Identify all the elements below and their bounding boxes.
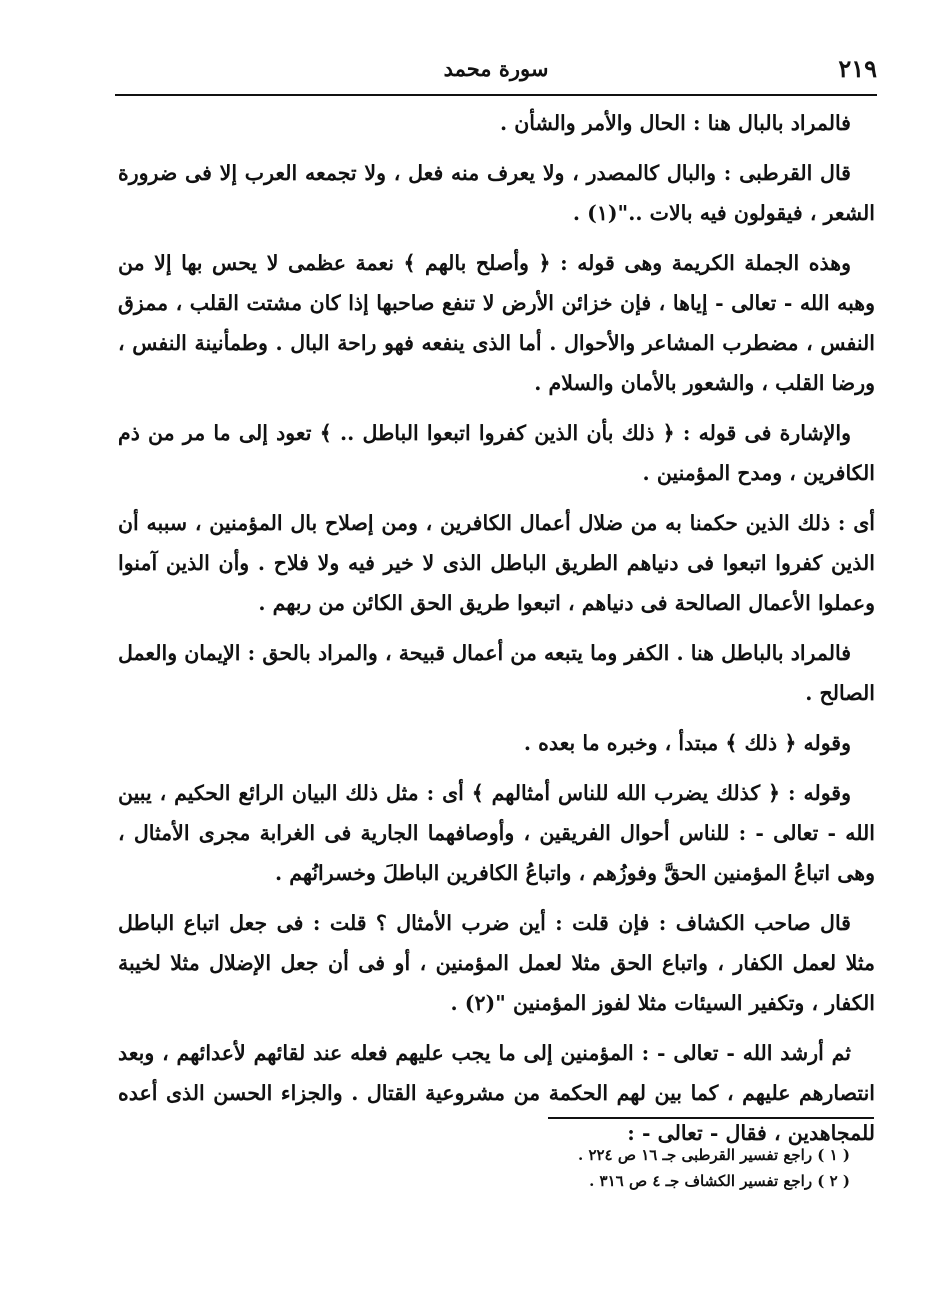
paragraph: فالمراد بالبال هنا : الحال والأمر والشأن . — [499, 111, 851, 135]
paragraph: والإشارة فى قوله : ﴿ ذلك بأن الذين كفروا اتبعوا الباطل .. ﴾ تعود إلى ما مر من ذم الكافرين ، ومدح المؤمنين . — [118, 421, 875, 485]
paragraph: وهذه الجملة الكريمة وهى قوله : ﴿ وأصلح بالهم ﴾ نعمة عظمى لا يحس بها إلا من وهبه الله - تعالى - إياها ، فإن خزائن الأرض لا تنفع صاحبها إذا كان مشتت القلب ، ممزق النفس ، مضطرب المشاعر والأحوال . أما الذى ينفعه فهو راحة البال . وطمأنينة النفس ، ورضا القلب ، والشعور بالأمان والسلام . — [118, 251, 875, 395]
running-title: سورة محمد — [443, 56, 549, 81]
footnote: ( ٢ ) راجع تفسير الكشاف جـ ٤ ص ٣١٦ . — [589, 1172, 850, 1190]
footnote: ( ١ ) راجع تفسير القرطبى جـ ١٦ ص ٢٢٤ . — [577, 1146, 850, 1164]
paragraph: قال القرطبى : والبال كالمصدر ، ولا يعرف منه فعل ، ولا تجمعه العرب إلا فى ضرورة الشعر ، فيقولون فيه بالات .."(١) . — [118, 161, 875, 225]
footnotes — [380, 1142, 850, 1194]
paragraph: قال صاحب الكشاف : فإن قلت : أين ضرب الأمثال ؟ قلت : فى جعل اتباع الباطل مثلا لعمل الكفار ، واتباع الحق مثلا لعمل المؤمنين ، أو فى أن جعل الإضلال مثلا لخيبة الكفار ، وتكفير السيئات مثلا لفوز المؤمنين "(٢) . — [118, 911, 875, 1015]
footnote-rule — [548, 1117, 874, 1119]
page-header — [115, 52, 877, 96]
page-number: ٢١٩ — [838, 54, 877, 83]
paragraph: وقوله ﴿ ذلك ﴾ مبتدأ ، وخبره ما بعده . — [523, 731, 851, 755]
paragraph: ثم أرشد الله - تعالى - : المؤمنين إلى ما يجب عليهم فعله عند لقائهم لأعدائهم ، وبعد انتصارهم عليهم ، كما بين لهم الحكمة من مشروعية القتال . والجزاء الحسن الذى أعده للمجاهدين ، فقال - تعالى - : — [118, 1041, 875, 1145]
body-text — [118, 103, 875, 1163]
header-rule — [115, 94, 877, 96]
paragraph: وقوله : ﴿ كذلك يضرب الله للناس أمثالهم ﴾ أى : مثل ذلك البيان الرائع الحكيم ، يبين الله - تعالى - : للناس أحوال الفريقين ، وأوصافهما الجارية فى الغرابة مجرى الأمثال ، وهى اتباعُ المؤمنين الحقَّ وفوزُهم ، واتباعُ الكافرين الباطلَ وخسرانُهم . — [118, 781, 875, 885]
paragraph: فالمراد بالباطل هنا . الكفر وما يتبعه من أعمال قبيحة ، والمراد بالحق : الإيمان والعمل الصالح . — [117, 641, 875, 705]
paragraph: أى : ذلك الذين حكمنا به من ضلال أعمال الكافرين ، ومن إصلاح بال المؤمنين ، سببه أن الذين كفروا اتبعوا فى دنياهم الطريق الباطل الذى لا خير فيه ولا فلاح . وأن الذين آمنوا وعملوا الأعمال الصالحة فى دنياهم ، اتبعوا طريق الحق الكائن من ربهم . — [118, 511, 875, 615]
